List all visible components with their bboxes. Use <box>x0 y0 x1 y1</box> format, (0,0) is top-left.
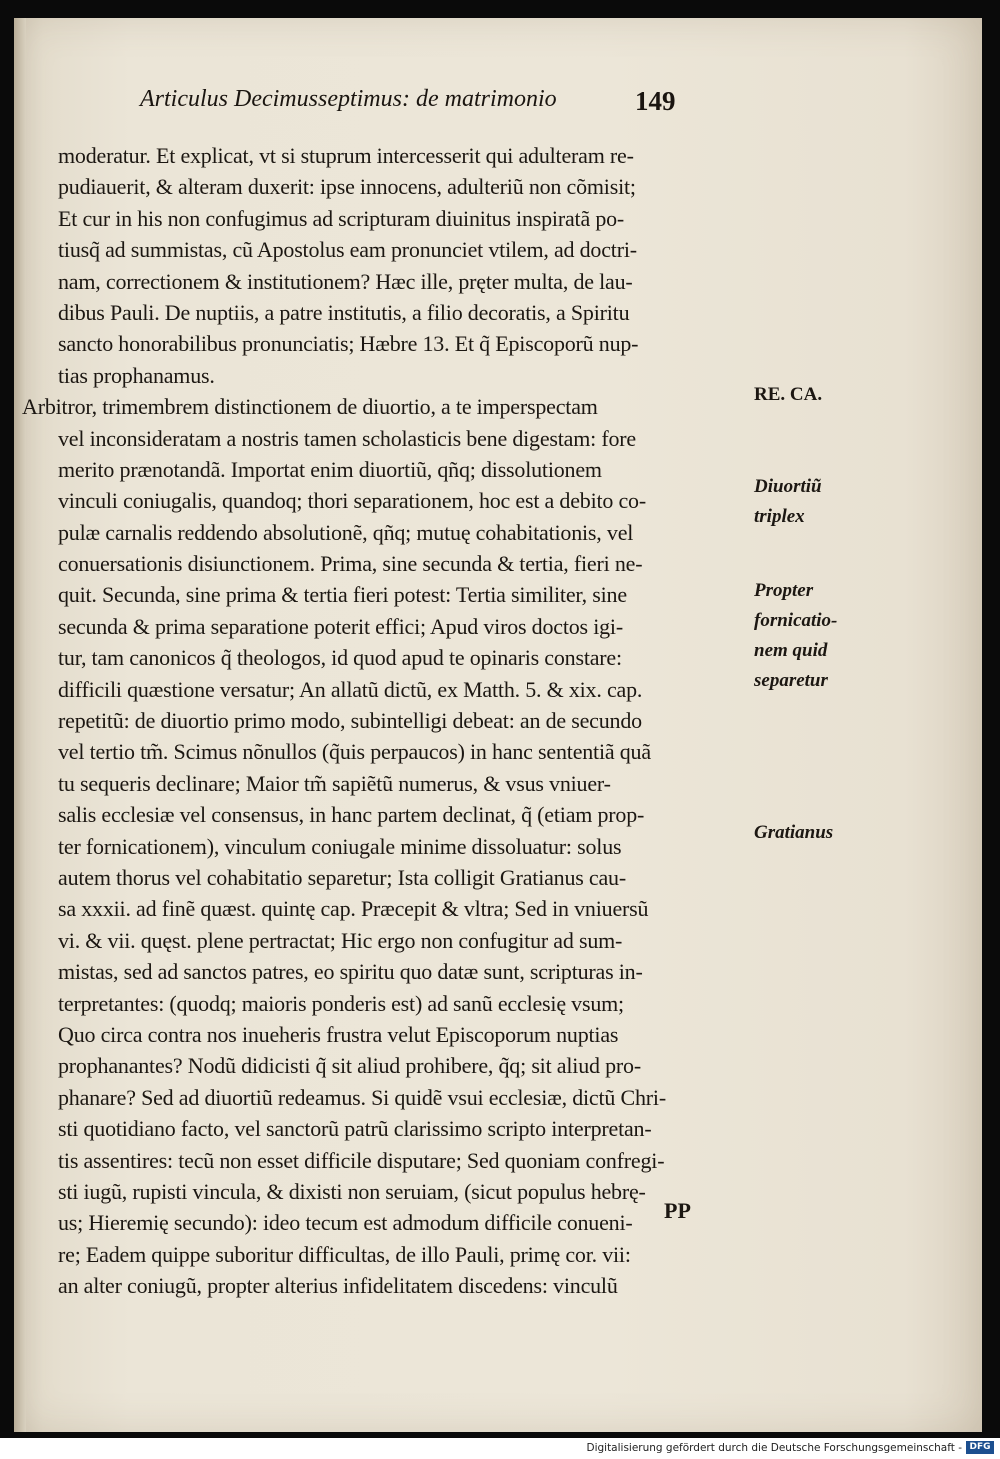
text-line: nam, correctionem & institutionem? Hæc ille, pręter multa, de lau- <box>58 268 633 294</box>
signature-mark: PP <box>664 1198 691 1223</box>
marginal-note-gratianus: Gratianus <box>754 822 834 843</box>
marginal-note-propter: Propter <box>754 580 814 601</box>
text-line: secunda & prima separatione poterit effici; Apud viros doctos igi- <box>58 613 623 639</box>
text-line: Et cur in his non confugimus ad scripturam diuinitus inspiratã po- <box>58 205 625 231</box>
text-line: dibus Pauli. De nuptiis, a patre institutis, a filio decoratis, a Spiritu <box>58 299 630 325</box>
text-line: Arbitror, trimembrem distinctionem de diuortio, a te imperspectam <box>22 394 598 420</box>
text-line: repetitũ: de diuortio primo modo, subintelligi debeat: an de secundo <box>58 708 642 734</box>
marginal-note-diuortium-triplex: triplex <box>754 506 805 527</box>
text-line: prophanantes? Nodũ didicisti q̃ sit aliud prohibere, q̃q; sit aliud pro- <box>58 1053 641 1079</box>
text-line: conuersationis disiunctionem. Prima, sine secunda & tertia, fieri ne- <box>58 551 643 577</box>
text-line: ter fornicationem), vinculum coniugale minime dissoluatur: solus <box>58 833 622 859</box>
text-line: pulæ carnalis reddendo absolutionẽ, qñq; mutuę cohabitationis, vel <box>58 519 634 545</box>
text-line: mistas, sed ad sanctos patres, eo spiritu quo datæ sunt, scripturas in- <box>58 959 643 985</box>
text-line: moderatur. Et explicat, vt si stuprum intercesserit qui adulteram re- <box>58 143 634 168</box>
text-line: sti iugũ, rupisti vincula, & dixisti non seruiam, (sicut populus hebrę- <box>58 1178 646 1204</box>
text-line: sa xxxii. ad finẽ quæst. quintę cap. Præcepit & vltra; Sed in vniuersũ <box>58 896 649 922</box>
text-line: Quo circa contra nos inueheris frustra velut Episcoporum nuptias <box>58 1021 619 1047</box>
text-line: difficili quæstione versatur; An allatũ dictũ, ex Matth. 5. & xix. cap. <box>58 676 643 702</box>
text-line: vel inconsideratam a nostris tamen scholasticis bene digestam: fore <box>58 425 636 451</box>
text-line: autem thorus vel cohabitatio separetur; Ista colligit Gratianus cau- <box>58 864 626 890</box>
text-line: an alter coniugũ, propter alterius infidelitatem discedens: vinculũ <box>58 1273 618 1299</box>
marginal-note-re-ca: RE. CA. <box>754 384 823 405</box>
text-line: tu sequeris declinare; Maior tm̃ sapiẽtũ numerus, & vsus vniuer- <box>58 770 611 796</box>
text-line: sancto honorabilibus pronunciatis; Hæbre 13. Et q̃ Episcoporũ nup- <box>58 331 639 357</box>
text-line: tur, tam canonicos q̃ theologos, id quod apud te opinaris constare: <box>58 645 622 671</box>
text-line: quit. Secunda, sine prima & tertia fieri potest: Tertia similiter, sine <box>58 582 627 608</box>
body-text <box>22 140 782 1301</box>
running-head: Articulus Decimusseptimus: de matrimonio <box>140 86 557 112</box>
text-line: vi. & vii. quęst. plene pertractat; Hic ergo non confugitur ad sum- <box>58 927 623 953</box>
text-line: sti quotidiano facto, vel sanctorũ patrũ clarissimo scripto interpretan- <box>58 1116 652 1142</box>
text-line: vel tertio tm̃. Scimus nõnullos (q̃uis perpaucos) in hanc sententiã quã <box>58 739 651 765</box>
text-line: tis assentires: tecũ non esset difficile disputare; Sed quoniam confregi- <box>58 1147 665 1173</box>
text-line: salis ecclesiæ vel consensus, in hanc partem declinat, q̃ (etiam prop- <box>58 802 645 828</box>
text-line: merito prænotandã. Importat enim diuortiũ, qñq; dissolutionem <box>58 456 602 482</box>
text-line: tias prophanamus. <box>58 362 215 388</box>
text-line: phanare? Sed ad diuortiũ redeamus. Si quidẽ vsui ecclesiæ, dictũ Chri- <box>58 1084 666 1110</box>
dfg-logo: DFG <box>966 1441 994 1454</box>
text-line: vinculi coniugalis, quandoq; thori separationem, hoc est a debito co- <box>58 488 646 514</box>
marginal-note-diuortium: Diuortiũ <box>754 476 822 497</box>
text-line: tiusq̃ ad summistas, cũ Apostolus eam pronunciet vtilem, ad doctri- <box>58 237 637 263</box>
text-line: re; Eadem quippe suboritur difficultas, de illo Pauli, primę cor. vii: <box>58 1241 631 1267</box>
page-number: 149 <box>635 86 676 116</box>
text-line: pudiauerit, & alteram duxerit: ipse innocens, adulteriũ non cõmisit; <box>58 174 636 200</box>
text-line: us; Hieremię secundo): ideo tecum est admodum difficile conueni- <box>58 1210 633 1236</box>
footer-credit: Digitalisierung gefördert durch die Deutsche Forschungsgemeinschaft - <box>586 1442 962 1454</box>
marginal-note-nem-quid: nem quid <box>754 640 828 661</box>
marginal-note-fornicatio: fornicatio- <box>754 610 838 631</box>
marginal-note-separetur: separetur <box>754 670 828 691</box>
text-line: terpretantes: (quodq; maioris ponderis est) ad sanũ ecclesię vsum; <box>58 990 624 1016</box>
